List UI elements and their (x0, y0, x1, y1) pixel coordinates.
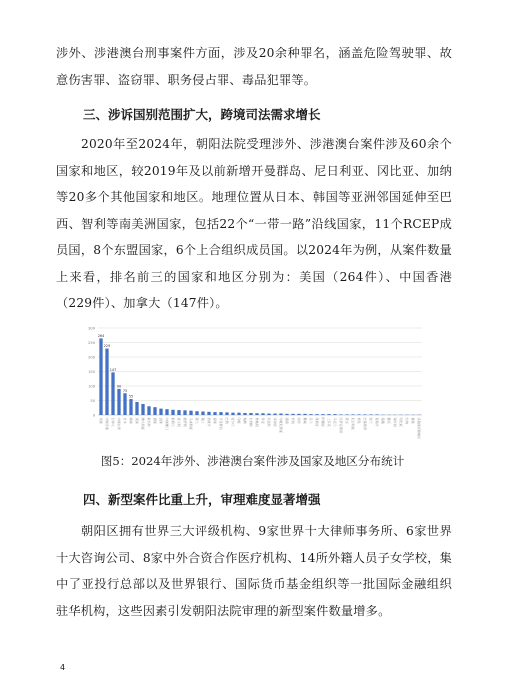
chart-bar (123, 393, 126, 415)
chart-bar (261, 413, 264, 415)
chart-bar (201, 412, 204, 415)
x-tick-label: 冈比亚 (399, 417, 403, 427)
x-tick-label: 捷克 (387, 417, 391, 424)
chart-bar (207, 412, 210, 415)
chart-bar (159, 409, 162, 415)
chart-bar (327, 414, 330, 415)
x-tick-label: 俄罗斯 (183, 417, 187, 427)
x-tick-label: 中国澳门 (165, 417, 169, 430)
x-tick-label: 开曼群岛 (219, 417, 223, 430)
bar-value-label: 55 (128, 394, 134, 399)
chart-bar (351, 414, 354, 415)
chart-value-labels (98, 334, 133, 399)
x-tick-label: 蒙古 (345, 417, 349, 424)
x-tick-label: 澳大利亚 (141, 417, 145, 430)
chart-bar (345, 414, 348, 415)
chart-bar (147, 406, 150, 415)
x-tick-label: 法国 (159, 417, 163, 424)
chart-bar (213, 412, 216, 415)
bar-value-label: 147 (109, 367, 117, 372)
x-tick-label: 比利时 (249, 417, 253, 427)
x-tick-label: 智利 (291, 417, 295, 424)
x-tick-label: 泰国 (213, 417, 217, 424)
chart-bar (165, 409, 168, 415)
x-tick-label: 巴西 (225, 417, 229, 424)
x-tick-label: 秘鲁 (411, 417, 415, 424)
x-tick-label: 加拿大 (111, 417, 115, 427)
chart-bar (297, 414, 300, 415)
x-tick-label: 芬兰 (309, 417, 313, 424)
x-tick-label: 匈牙利 (393, 417, 397, 427)
bar-value-label: 264 (97, 333, 105, 338)
x-tick-label: 意大利 (177, 417, 181, 427)
x-tick-label: 丹麦 (261, 417, 265, 424)
chart-bars (99, 338, 420, 415)
chart-bar (249, 413, 252, 415)
x-tick-label: 波兰 (369, 417, 373, 424)
chart-bar (177, 410, 180, 415)
x-tick-label: 韩国 (129, 417, 133, 424)
y-tick-label: 0 (92, 413, 95, 418)
x-tick-label: 印度尼西亚 (279, 417, 283, 433)
x-tick-label: 爱尔兰 (231, 417, 235, 427)
x-tick-label: 以色列 (267, 417, 271, 427)
x-tick-label: 菲律宾 (273, 417, 277, 427)
x-tick-label: 埃及 (357, 417, 361, 424)
chart-bar (171, 410, 174, 415)
chart-bar (117, 389, 120, 415)
chart-gridlines (98, 328, 422, 415)
chart-bar (279, 414, 282, 415)
x-tick-label: 瑞典 (243, 417, 247, 424)
x-tick-label: 瑞士 (201, 417, 205, 424)
x-tick-label: 美国 (99, 417, 103, 424)
chart-bar (135, 402, 138, 415)
x-tick-label: 中国香港 (105, 417, 109, 430)
chart-bar (309, 414, 312, 415)
chart-bar (183, 410, 186, 415)
bar-value-label: 229 (103, 344, 111, 349)
page-number: 4 (60, 663, 66, 672)
chart-bar (141, 404, 144, 415)
x-tick-label: 荷兰 (195, 417, 199, 424)
x-tick-label: 奥地利 (255, 417, 259, 427)
y-tick-label: 250 (88, 341, 95, 345)
y-tick-label: 200 (88, 355, 95, 360)
x-tick-label: 加纳 (405, 417, 409, 424)
x-tick-label: 土耳其 (327, 417, 331, 427)
chart-bar (243, 413, 246, 415)
bar-value-label: 75 (122, 388, 128, 393)
heading-section-4: 四、新型案件比重上升，审理难度显著增强 (83, 492, 321, 507)
chart-x-ticks (99, 418, 422, 440)
paragraph-criminal-cases: 涉外、涉港澳台刑事案件方面，涉及20余种罪名，涵盖危险驾驶罪、故意伤害罪、盗窃罪、职务侵占罪、毒品犯罪等。 (56, 46, 452, 87)
x-tick-label: 印度 (237, 417, 241, 424)
chart-bar (111, 372, 114, 415)
x-tick-label: 新西兰 (171, 417, 175, 427)
x-tick-label: 墨西哥 (315, 417, 319, 427)
chart-bar (237, 413, 240, 415)
chart-bar (255, 413, 258, 415)
x-tick-label: 德国 (153, 417, 157, 424)
chart-bar (369, 414, 372, 415)
chart-bar (333, 414, 336, 415)
chart-bar (363, 414, 366, 415)
x-tick-label: 中国台湾 (117, 417, 121, 430)
chart-bar (285, 414, 288, 415)
heading-section-3: 三、涉诉国别范围扩大，跨境司法需求增长 (83, 107, 321, 122)
chart-bar (189, 411, 192, 415)
chart-bar (315, 414, 318, 415)
country-distribution-chart (82, 320, 427, 445)
chart-bar (375, 414, 378, 415)
chart-bar (291, 414, 294, 415)
x-tick-label: 西班牙 (207, 417, 211, 427)
x-tick-label: 乌克兰 (333, 417, 337, 427)
chart-bar (357, 414, 360, 415)
chart-bar (231, 413, 234, 415)
chart-bar (195, 411, 198, 415)
x-tick-label: 巴基斯坦 (363, 417, 367, 430)
x-tick-label: 希腊 (381, 417, 385, 424)
x-tick-label: 马来西亚 (189, 417, 193, 430)
x-tick-label: 葡萄牙 (375, 417, 379, 427)
y-tick-label: 100 (88, 384, 95, 389)
y-tick-label: 150 (88, 370, 95, 374)
chart-bar (219, 412, 222, 415)
x-tick-label: 哈萨克斯坦 (339, 417, 343, 433)
x-tick-label: 新加坡 (147, 417, 151, 427)
chart-bar (225, 412, 228, 415)
x-tick-label: 越南 (285, 417, 289, 424)
y-tick-label: 50 (90, 399, 95, 403)
x-tick-label: 日本 (123, 417, 127, 424)
chart-bar (129, 399, 132, 415)
paragraph-new-cases: 朝阳区拥有世界三大评级机构、9家世界十大律师事务所、6家世界十大咨询公司、8家中外合资合作医疗机构、14所外籍人员子女学校，集中了亚投行总部以及世界银行、国际货币基金组织等一批国际金融组织驻华机构，这些因素引发朝阳法院审理的新型案件数量增多。 (56, 524, 452, 618)
x-tick-label: 阿根廷 (321, 417, 325, 427)
paragraph-countries: 2020年至2024年，朝阳法院受理涉外、涉港澳台案件涉及60余个国家和地区，较2019年及以前新增开曼群岛、尼日利亚、冈比亚、加纳等20多个其他国家和地区。地理位置从日本、韩国等亚洲邻国延伸至巴西、智利等南美洲国家，包括22个“一带一路”沿线国家，11个RCEP成员国，8个东盟国家，6个上合组织成员国。以2024年为例，从案件数量上来看，排名前三的国家和地区分别为：美国（264件）、中国香港（229件）、加拿大（147件）。 (56, 137, 452, 310)
chart-bar (105, 349, 108, 415)
x-tick-label: 挪威 (303, 417, 307, 424)
chart-bar (99, 338, 102, 415)
chart-y-ticks (88, 327, 96, 418)
chart-bar (153, 407, 156, 415)
chart-bar (303, 414, 306, 415)
chart-bar (267, 414, 270, 415)
chart-bar (321, 414, 324, 415)
x-tick-label: 南非 (297, 417, 301, 424)
bar-value-label: 90 (116, 384, 122, 389)
figure-caption: 图5：2024年涉外、涉港澳台案件涉及国家及地区分布统计 (100, 454, 405, 468)
chart-bar (339, 414, 342, 415)
x-tick-label: 其他国家和地区 (417, 417, 421, 440)
x-tick-label: 尼日利亚 (351, 417, 355, 430)
chart-bar (273, 414, 276, 415)
x-tick-label: 英国 (135, 417, 139, 424)
y-tick-label: 300 (88, 326, 95, 331)
